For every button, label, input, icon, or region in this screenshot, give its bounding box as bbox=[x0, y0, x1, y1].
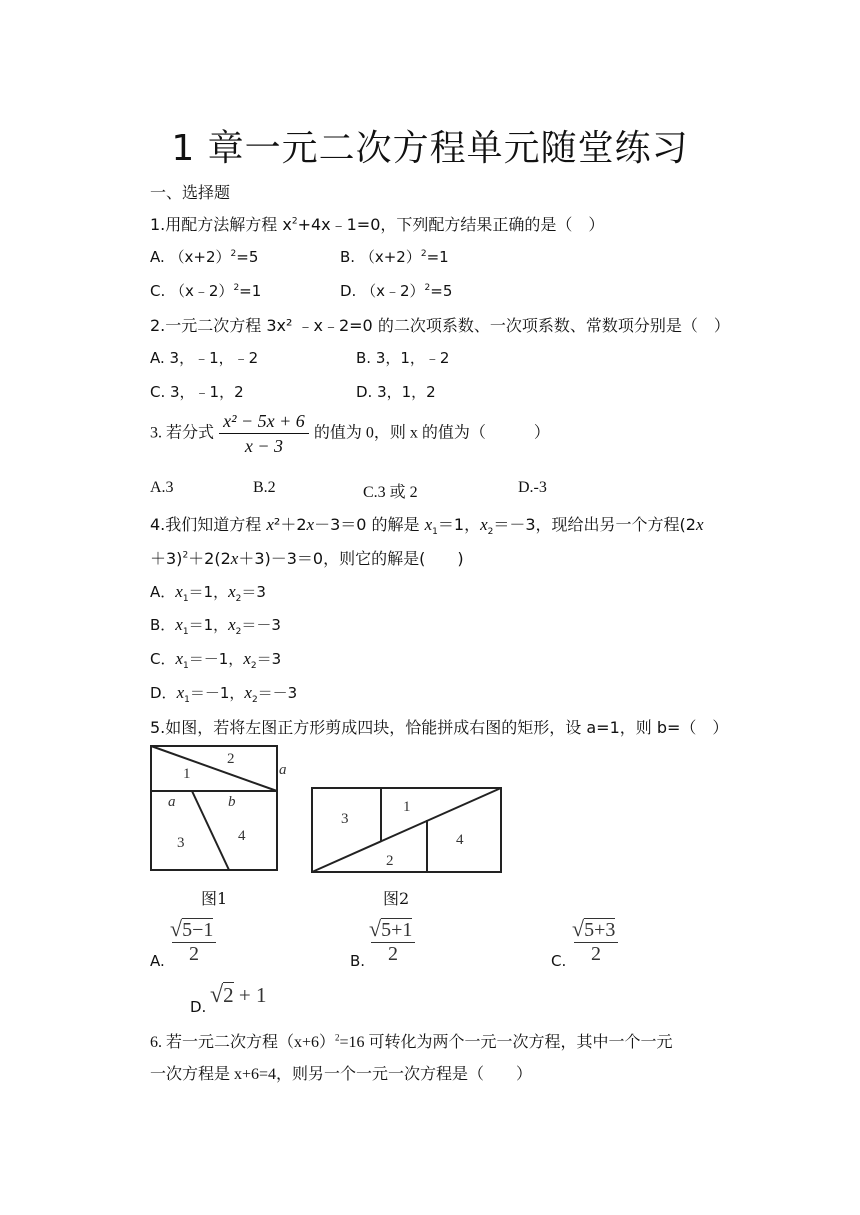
figure-2-caption: 图2 bbox=[383, 889, 410, 908]
q4-option-c[interactable]: C．$x_1=-1$，$x_2=3$ bbox=[150, 649, 282, 671]
q1-option-d[interactable]: D. （x﹣2）$^2$=5 bbox=[340, 282, 453, 300]
fig1-piece-2: 2 bbox=[227, 751, 235, 767]
q5-option-c[interactable]: C. bbox=[551, 952, 567, 970]
fig1-piece-3: 3 bbox=[177, 835, 185, 851]
q5-option-c-value: √5+3 2 bbox=[572, 916, 618, 966]
fig2-piece-2: 2 bbox=[386, 853, 394, 869]
q4-option-a[interactable]: A．$x_1=1$，$x_2=3$ bbox=[150, 582, 266, 604]
q5-option-b-value: √5+1 2 bbox=[369, 916, 415, 966]
q2-option-c[interactable]: C. 3，﹣1，2 bbox=[150, 383, 244, 401]
fig2-piece-4: 4 bbox=[456, 832, 464, 848]
fig2-piece-3: 3 bbox=[341, 811, 349, 827]
q2-option-a[interactable]: A. 3，﹣1，﹣2 bbox=[150, 349, 259, 367]
q3-option-b[interactable]: B.2 bbox=[253, 479, 276, 496]
question-4-stem-line1: 4.我们知道方程 x²＋2x－3＝0 的解是 $x_1=1$，$x_2=-3$，现给出另一个方程(2x bbox=[150, 515, 704, 538]
q4-option-b[interactable]: B．$x_1=1$，$x_2=-3$ bbox=[150, 615, 281, 637]
q5-option-d-value: √2 + 1 bbox=[210, 982, 267, 1008]
q3-option-a[interactable]: A.3 bbox=[150, 479, 174, 496]
fig2-piece-1: 1 bbox=[403, 799, 411, 815]
q1-option-b[interactable]: B. $(x+2)^2=1$ bbox=[340, 248, 449, 266]
fig1-piece-1: 1 bbox=[183, 766, 191, 782]
q1-option-a[interactable]: A. $(x+2)^2=5$ bbox=[150, 248, 259, 266]
question-6-stem-line1: 6. 若一元二次方程$(x+6)^2=16$ 可转化为两个一元一次方程，其中一个一元 bbox=[150, 1032, 673, 1051]
fig1-top-a: a bbox=[168, 794, 176, 810]
q4-option-d[interactable]: D．$x_1=-1$，$x_2=-3$ bbox=[150, 683, 298, 705]
figure-1-caption: 图1 bbox=[201, 889, 228, 908]
question-4-stem-line2: ＋3)$^2$＋2(2x＋3)－3＝0，则它的解是( ) bbox=[150, 549, 464, 568]
question-6-stem-line2: 一次方程是 x+6=4，则另一个一元一次方程是（ ） bbox=[150, 1066, 533, 1083]
fig1-piece-4: 4 bbox=[238, 828, 246, 844]
q2-option-d[interactable]: D. 3，1，2 bbox=[356, 383, 436, 401]
q3-option-c[interactable]: C.3 或 2 bbox=[363, 484, 418, 501]
q5-option-a-value: √5−1 2 bbox=[170, 916, 216, 966]
question-3-stem: 3. 若分式 $\frac{\text{x² − 5x + 6}}{x - 3}$ 的值为 0，则 x 的值为（ ） bbox=[150, 411, 550, 456]
question-1-stem: 1.用配方法解方程 $x^2+4x﹣1=0$，下列配方结果正确的是（ ） bbox=[150, 215, 605, 234]
question-5-stem: 5.如图，若将左图正方形剪成四块，恰能拼成右图的矩形，设 a=1，则 b=（ ） bbox=[150, 718, 729, 737]
q5-option-b[interactable]: B. bbox=[350, 952, 366, 970]
fig1-top-b: b bbox=[228, 794, 236, 810]
q5-option-d[interactable]: D. bbox=[190, 998, 207, 1016]
q2-option-b[interactable]: B. 3，1，﹣2 bbox=[356, 349, 450, 367]
q5-figures bbox=[145, 740, 515, 880]
section-heading: 一、选择题 bbox=[150, 183, 231, 202]
question-2-stem: 2.一元二次方程 3x² ﹣x﹣2=0 的二次项系数、一次项系数、常数项分别是（ ） bbox=[150, 316, 730, 335]
q5-option-a[interactable]: A. bbox=[150, 952, 165, 970]
q3-fraction: $\frac{\text{x² − 5x + 6}}{x - 3}$ bbox=[219, 412, 309, 455]
q3-option-d[interactable]: D.-3 bbox=[518, 479, 547, 496]
q1-option-c[interactable]: C. （x﹣2）$^2$=1 bbox=[150, 282, 262, 300]
fig1-side-a: a bbox=[279, 762, 287, 778]
page-title: 1 章一元二次方程单元随堂练习 bbox=[171, 128, 689, 169]
